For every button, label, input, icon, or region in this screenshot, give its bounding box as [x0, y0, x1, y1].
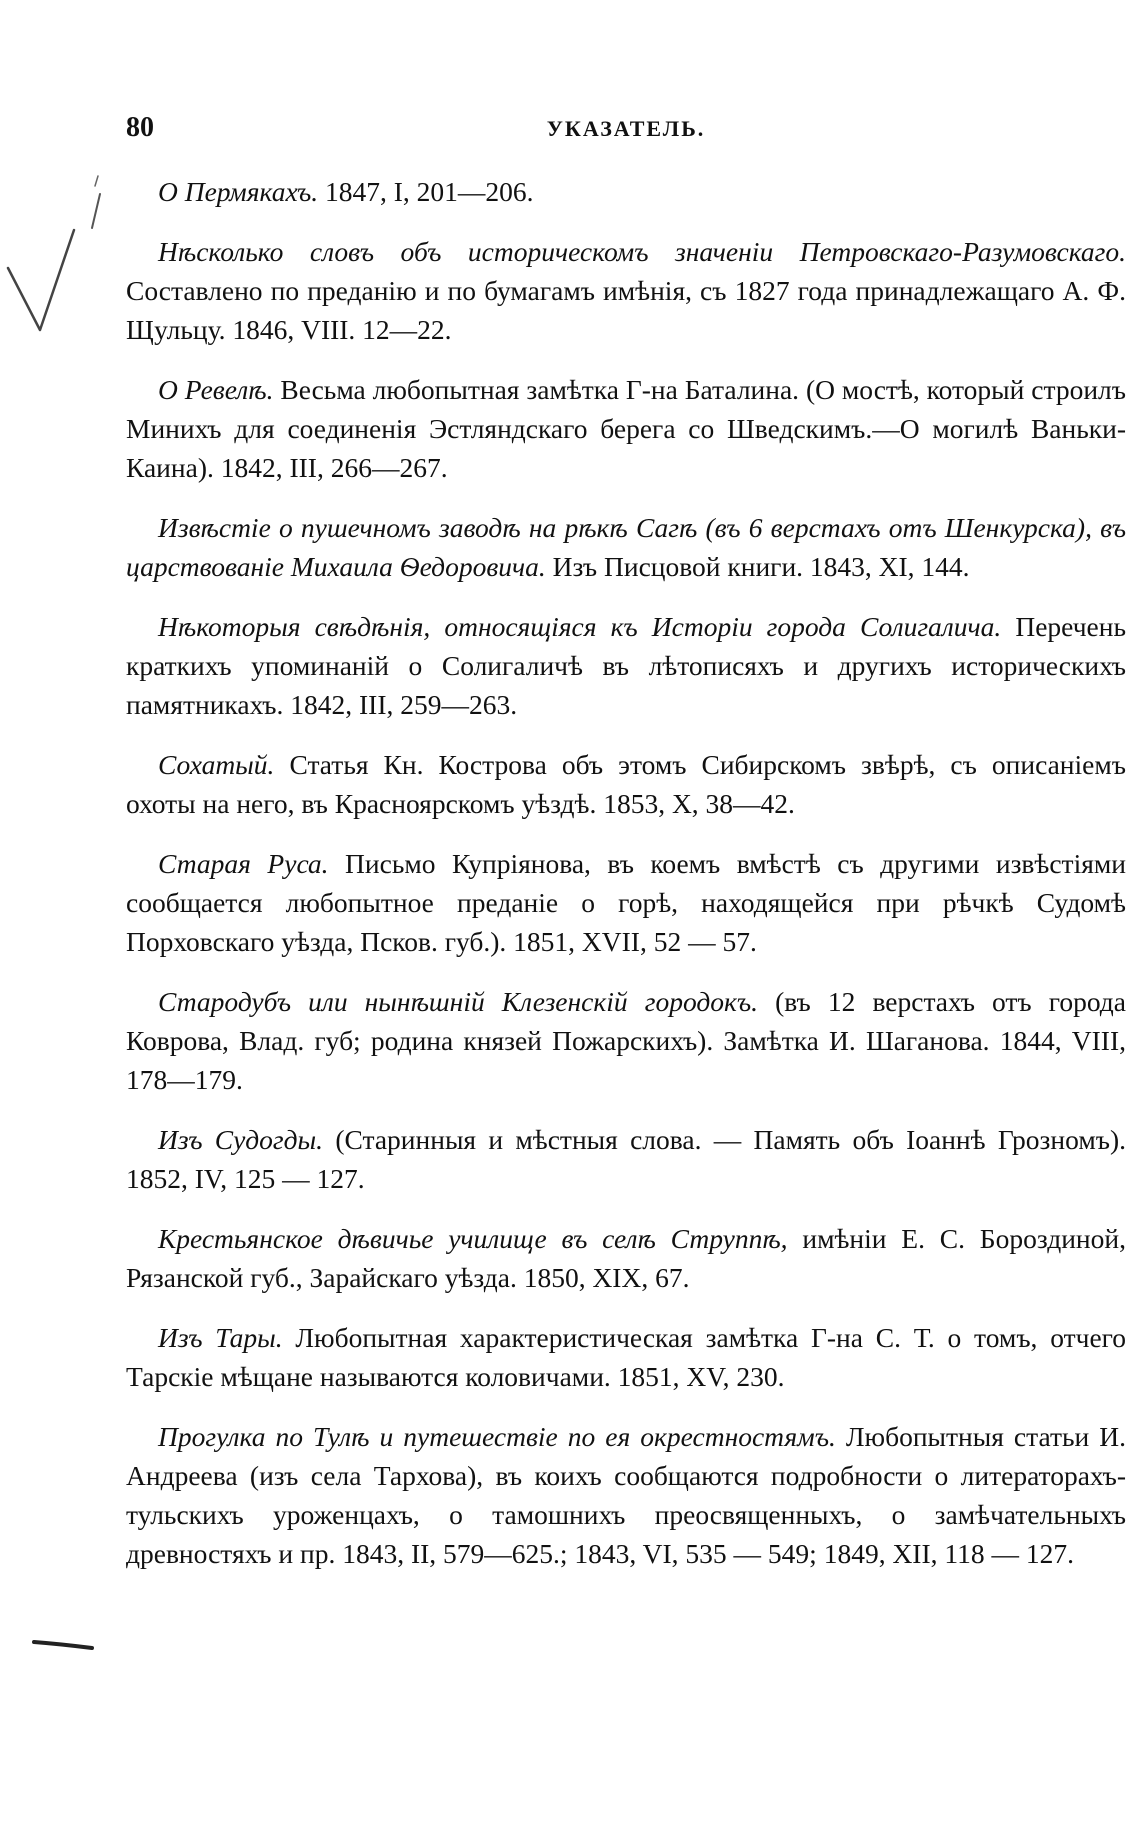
index-entry	[126, 982, 1126, 1099]
index-entry	[126, 370, 1126, 487]
entry-text: Любопытныя статьи И. Андреева (изъ села Тархова), въ коихъ сообщаются подробности о литераторахъ-тульскихъ уроженцахъ, о тамошнихъ преосвященныхъ, о замѣчательныхъ древностяхъ и пр. 1843, II, 579—625.; 1843, VI, 535 — 549; 1849, XII, 118 — 127.	[126, 1421, 1126, 1569]
entry-text: Изъ Писцовой книги. 1843, XI, 144.	[545, 551, 970, 582]
entry-title: Стародубъ или нынѣшній Клезенскій городокъ.	[158, 986, 758, 1017]
index-entry	[126, 745, 1126, 823]
index-entry	[126, 1417, 1126, 1573]
index-entry	[126, 1120, 1126, 1198]
index-entry	[126, 607, 1126, 724]
entry-title: Изъ Тары.	[158, 1322, 283, 1353]
entry-text: имѣніи Е. С. Бороздиной, Рязанской губ., Зарайскаго уѣзда. 1850, XIX, 67.	[126, 1223, 1126, 1293]
index-entry	[126, 844, 1126, 961]
index-entry	[126, 232, 1126, 349]
page-number: 80	[126, 112, 154, 143]
entry-text: Письмо Купріянова, въ коемъ вмѣстѣ съ другими извѣстіями сообщается любопытное преданіе о горѣ, находящейся при рѣчкѣ Судомѣ Порховскаго уѣзда, Псков. губ.). 1851, XVII, 52 — 57.	[126, 848, 1126, 957]
entry-text: 1847, I, 201—206.	[318, 176, 534, 207]
entry-title: О Пермякахъ.	[158, 176, 319, 207]
entry-title: О Ревелѣ.	[158, 374, 274, 405]
entry-title: Извѣстіе о пушечномъ заводѣ на рѣкѣ Сагѣ (въ 6 верстахъ отъ Шенкурска), въ царствованіе Михаила Ѳедоровича.	[126, 512, 1126, 582]
entry-title: Старая Руса.	[158, 848, 329, 879]
entry-title: Сохатый.	[158, 749, 275, 780]
entry-text: (Старинныя и мѣстныя слова. — Память объ Іоаннѣ Грозномъ). 1852, IV, 125 — 127.	[126, 1124, 1126, 1194]
entry-text: Статья Кн. Кострова объ этомъ Сибирскомъ звѣрѣ, съ описаніемъ охоты на него, въ Красноярскомъ уѣздѣ. 1853, X, 38—42.	[126, 749, 1126, 819]
entry-text: (въ 12 верстахъ отъ города Коврова, Влад. губ; родина князей Пожарскихъ). Замѣтка И. Шаганова. 1844, VIII, 178—179.	[126, 986, 1126, 1095]
entry-text: Перечень краткихъ упоминаній о Солигаличѣ въ лѣтописяхъ и другихъ историческихъ памятникахъ. 1842, III, 259—263.	[126, 611, 1126, 720]
index-entry	[126, 172, 1126, 211]
entry-title: Нѣсколько словъ объ историческомъ значеніи Петровскаго-Разумовскаго.	[158, 236, 1126, 267]
index-entry	[126, 1219, 1126, 1297]
entry-title: Нѣкоторыя свѣдѣнія, относящіяся къ Исторіи города Солигалича.	[158, 611, 1002, 642]
index-entry	[126, 508, 1126, 586]
index-entries	[126, 172, 1126, 1594]
entry-title: Изъ Судогды.	[158, 1124, 324, 1155]
entry-text: Весьма любопытная замѣтка Г-на Баталина. (О мостѣ, который строилъ Минихъ для соединенія Эстляндскаго берега со Шведскимъ.—О могилѣ Ваньки-Каина). 1842, III, 266—267.	[126, 374, 1126, 483]
running-head: УКАЗАТЕЛЬ.	[546, 116, 706, 141]
entry-text: Любопытная характеристическая замѣтка Г-на С. Т. о томъ, отчего Тарскіе мѣщане называются коловичами. 1851, XV, 230.	[126, 1322, 1126, 1392]
margin-check-mark	[0, 170, 130, 350]
margin-dash-mark	[30, 1634, 100, 1654]
entry-title: Прогулка по Тулѣ и путешествіе по ея окрестностямъ.	[158, 1421, 836, 1452]
entry-text: Составлено по преданію и по бумагамъ имѣнія, съ 1827 года принадлежащаго А. Ф. Щульцу. 1846, VIII. 12—22.	[126, 275, 1126, 345]
index-entry	[126, 1318, 1126, 1396]
page-header	[126, 112, 1126, 152]
entry-title: Крестьянское дѣвичье училище въ селѣ Струппѣ,	[158, 1223, 788, 1254]
